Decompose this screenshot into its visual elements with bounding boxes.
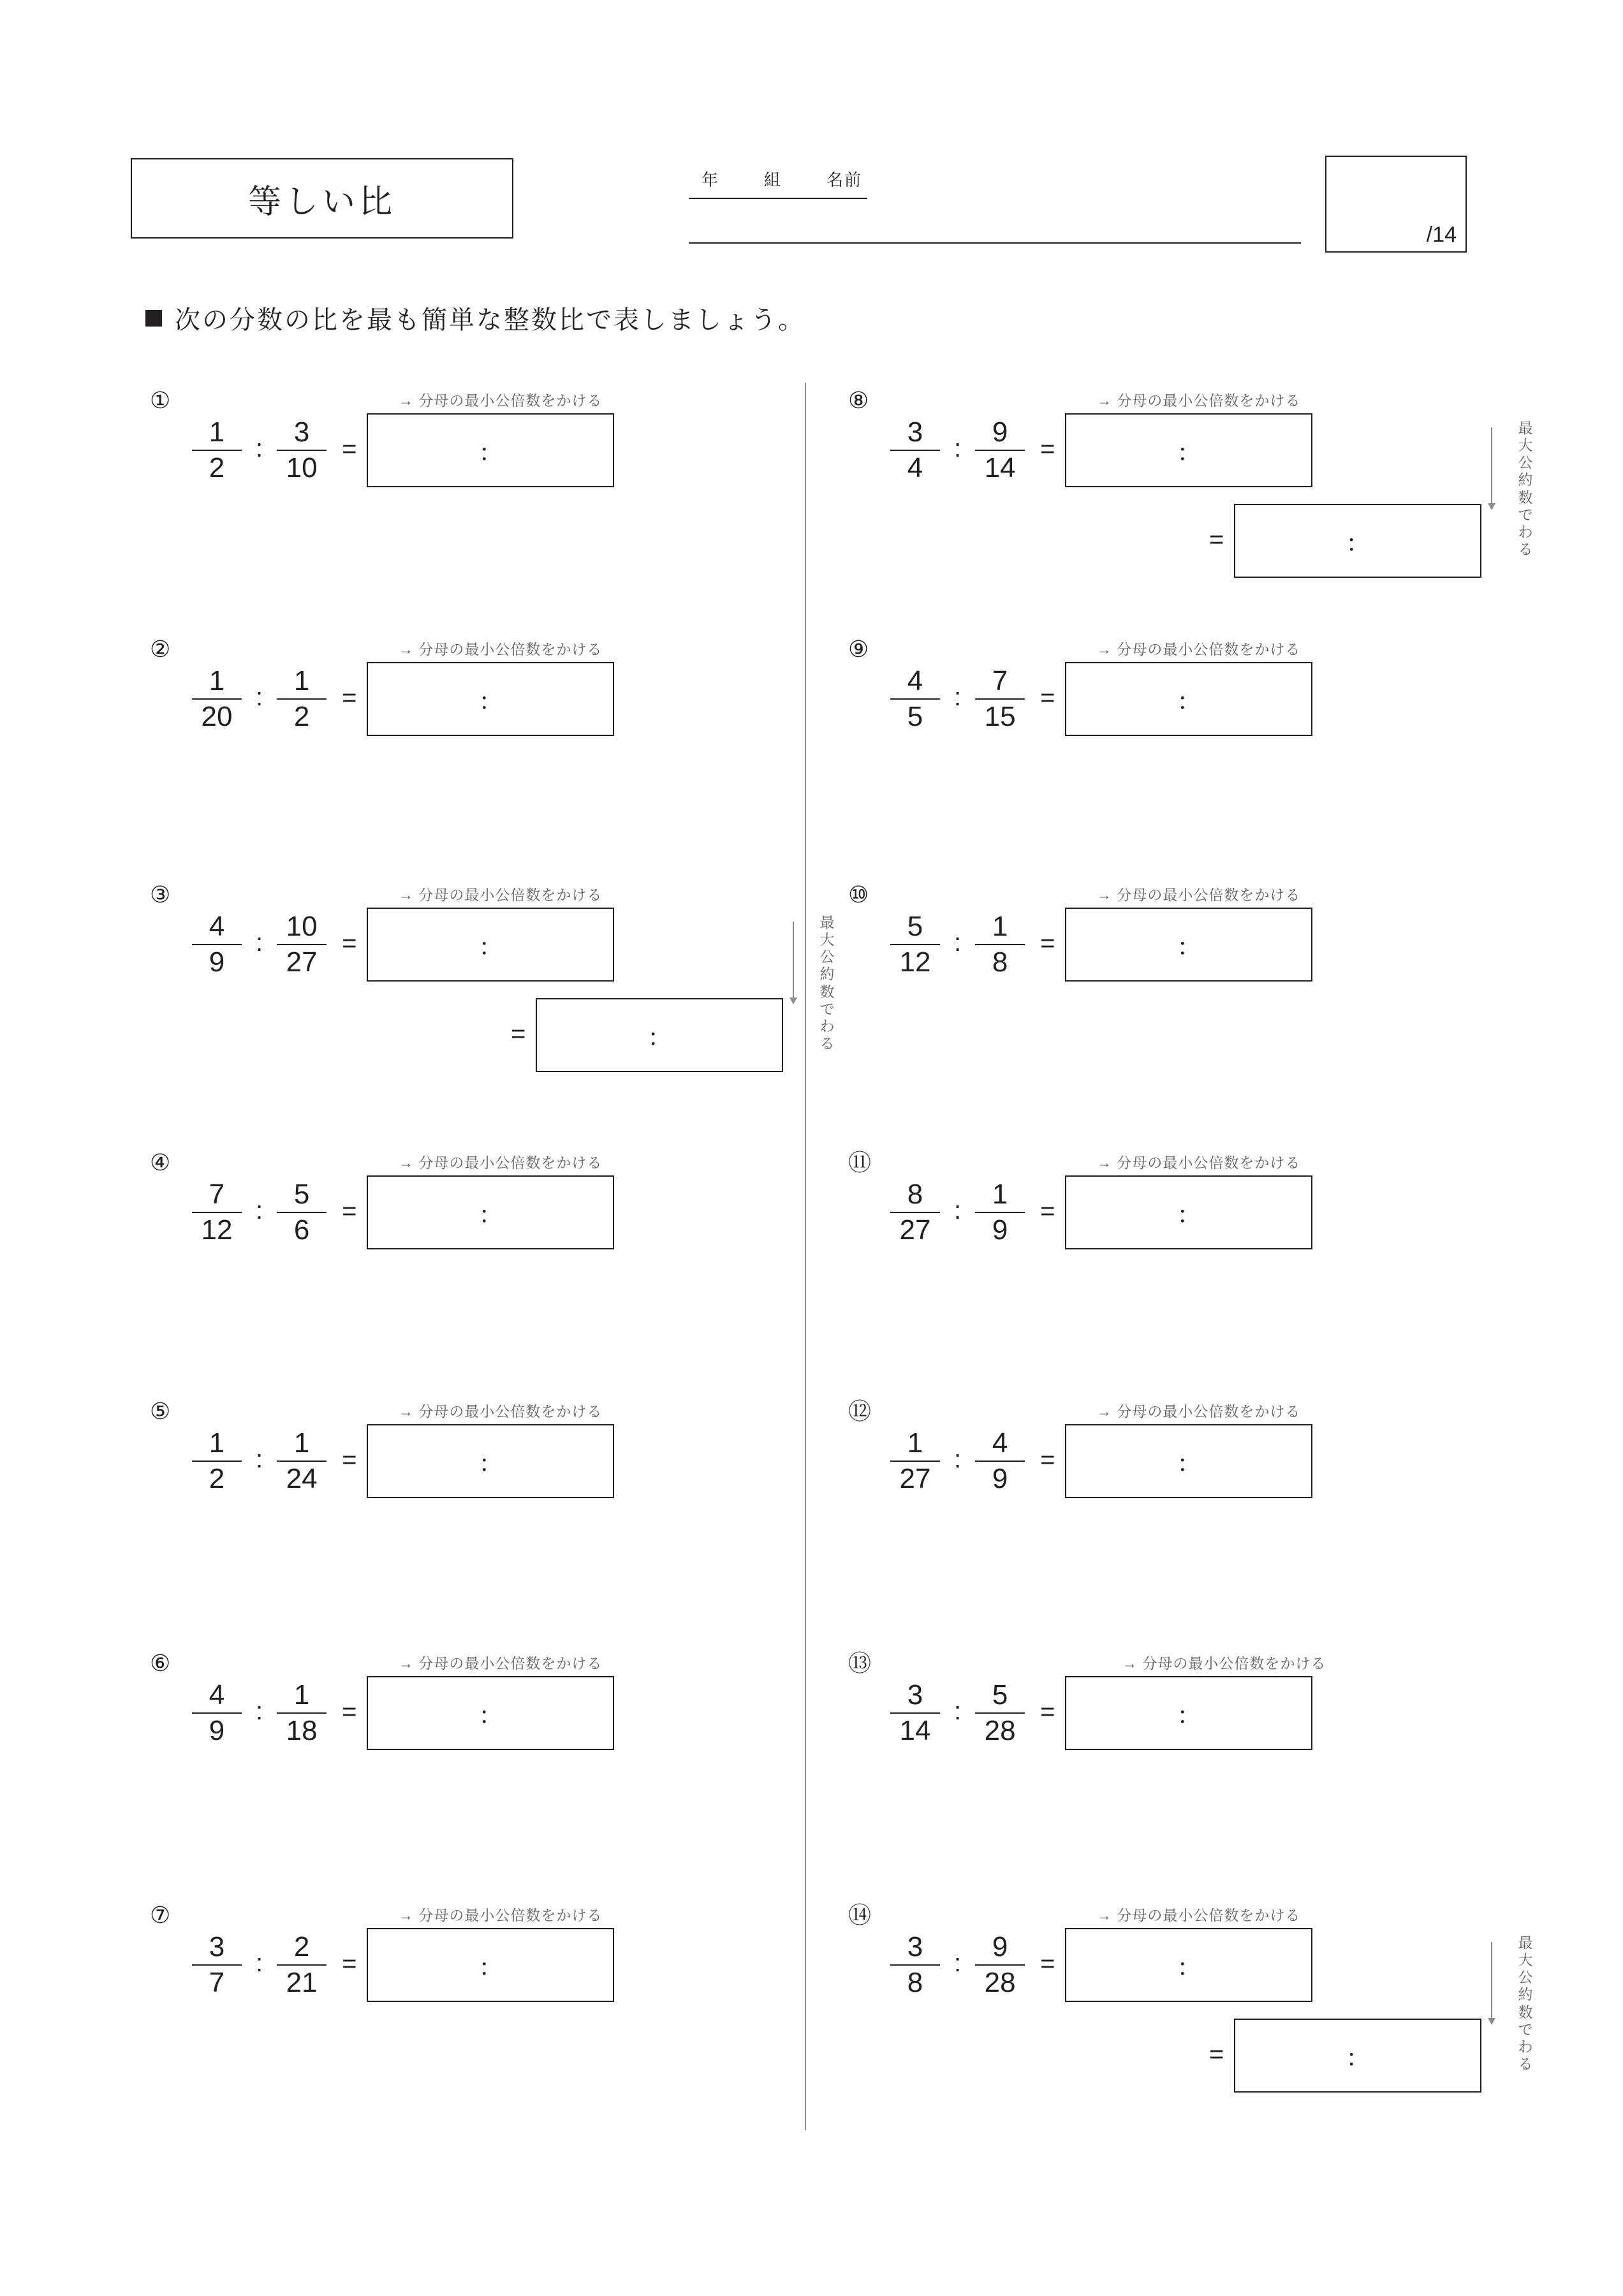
denominator: 9	[209, 1715, 225, 1746]
problem-number: ⑭	[848, 1902, 872, 1928]
answer-colon: ：	[478, 688, 503, 716]
equals-sign: =	[342, 434, 357, 463]
answer-colon: ：	[1177, 1954, 1201, 1982]
equals-sign-2: =	[1209, 525, 1224, 554]
equals-sign-2: =	[511, 1019, 526, 1048]
equals-sign: =	[342, 1697, 357, 1726]
equals-sign: =	[342, 1196, 357, 1225]
problem-number: ⑥	[150, 1650, 171, 1676]
problem-number: ⑫	[848, 1398, 872, 1424]
denominator: 14	[984, 452, 1016, 483]
answer-colon: ：	[478, 1954, 503, 1982]
hint-text: → 分母の最小公倍数をかける	[1097, 1907, 1301, 1924]
fraction-b	[975, 1179, 1025, 1245]
numerator: 4	[992, 1427, 1008, 1459]
ratio-colon: :	[256, 1196, 263, 1225]
problem-number: ⑪	[848, 1149, 872, 1175]
denominator: 9	[992, 1214, 1008, 1246]
answer-box[interactable]	[367, 1424, 614, 1498]
expression-row	[890, 1674, 1312, 1753]
answer-box[interactable]	[367, 1676, 614, 1750]
problem-number: ⑩	[848, 881, 869, 908]
fraction-b	[277, 1428, 327, 1494]
denominator: 27	[899, 1463, 931, 1494]
numerator: 1	[209, 416, 225, 448]
expression-row	[192, 659, 614, 739]
numerator: 5	[907, 911, 923, 943]
denominator: 9	[209, 946, 225, 978]
fraction-a	[192, 1932, 242, 1998]
expression-row	[192, 411, 614, 490]
expression-row	[890, 905, 1312, 984]
answer-box[interactable]	[1065, 1676, 1312, 1750]
equals-sign: =	[1040, 683, 1055, 712]
ratio-colon: :	[954, 928, 962, 957]
score-box	[1325, 156, 1467, 253]
answer-box-simplified[interactable]	[536, 998, 783, 1072]
instruction-line	[145, 300, 805, 336]
hint-text: → 分母の最小公倍数をかける	[399, 1907, 603, 1924]
fraction-b	[277, 911, 327, 977]
expression-row	[890, 659, 1312, 739]
equals-sign: =	[1040, 929, 1055, 957]
numerator: 7	[992, 665, 1008, 697]
answer-box[interactable]	[1065, 413, 1312, 487]
hint-text: → 分母の最小公倍数をかける	[1097, 1154, 1301, 1171]
denominator: 20	[201, 701, 233, 732]
fraction-a	[890, 1680, 940, 1746]
answer-colon: ：	[478, 934, 503, 961]
numerator: 1	[907, 1427, 923, 1459]
numerator: 1	[992, 1179, 1008, 1211]
denominator: 18	[286, 1715, 318, 1746]
problem-number: ⑬	[848, 1650, 872, 1676]
denominator: 14	[899, 1715, 931, 1746]
answer-colon: ：	[478, 1450, 503, 1478]
name-rule	[689, 242, 1301, 244]
denominator: 2	[209, 1463, 225, 1494]
denominator: 10	[286, 452, 318, 483]
page-title: 等しい比	[247, 183, 396, 221]
numerator: 1	[293, 665, 310, 697]
ratio-colon: :	[954, 682, 962, 711]
problem-number: ⑦	[150, 1902, 171, 1928]
numerator: 3	[907, 416, 923, 448]
numerator: 2	[293, 1931, 310, 1963]
denominator: 7	[209, 1967, 225, 1998]
hint-text: → 分母の最小公倍数をかける	[1097, 641, 1301, 658]
numerator: 7	[209, 1179, 225, 1211]
hint-text: → 分母の最小公倍数をかける	[1097, 887, 1301, 903]
hint-text: → 分母の最小公倍数をかける	[399, 1403, 603, 1420]
answer-colon: ：	[1346, 530, 1370, 557]
label-class: 組	[764, 170, 782, 189]
numerator: 1	[992, 911, 1008, 943]
fraction-a	[192, 666, 242, 732]
equals-sign: =	[342, 1949, 357, 1978]
numerator: 1	[209, 1427, 225, 1459]
score-total: /14	[1426, 223, 1457, 247]
denominator: 24	[286, 1463, 318, 1494]
fraction-a	[192, 1179, 242, 1245]
answer-colon: ：	[478, 1202, 503, 1229]
ratio-colon: :	[256, 682, 263, 711]
fraction-b	[277, 666, 327, 732]
answer-colon: ：	[1177, 439, 1201, 467]
problem-number: ③	[150, 881, 171, 908]
simplify-note: 最大公約数でわる	[1518, 420, 1533, 557]
hint-text: → 分母の最小公倍数をかける	[1097, 1403, 1301, 1420]
ratio-colon: :	[256, 434, 263, 462]
ratio-colon: :	[954, 1948, 962, 1977]
down-arrow-icon	[1491, 427, 1492, 504]
ratio-colon: :	[954, 1445, 962, 1473]
label-name: 名前	[826, 170, 863, 189]
denominator: 21	[286, 1967, 318, 1998]
problem-number: ②	[150, 636, 171, 662]
fraction-b	[975, 666, 1025, 732]
denominator: 4	[907, 452, 923, 483]
denominator: 28	[984, 1967, 1016, 1998]
expression-row	[890, 1173, 1312, 1252]
answer-box[interactable]	[367, 662, 614, 736]
problem-number: ①	[150, 387, 171, 413]
numerator: 5	[293, 1179, 310, 1211]
hint-text: → 分母の最小公倍数をかける	[399, 641, 603, 658]
numerator: 9	[992, 416, 1008, 448]
fraction-b	[277, 417, 327, 483]
fraction-b	[975, 911, 1025, 977]
ratio-colon: :	[954, 1696, 962, 1725]
down-arrow-icon	[793, 922, 794, 998]
expression-row	[192, 1173, 614, 1252]
fraction-b	[277, 1680, 327, 1746]
fraction-b	[975, 417, 1025, 483]
denominator: 12	[201, 1214, 233, 1246]
numerator: 1	[209, 665, 225, 697]
hint-text: → 分母の最小公倍数をかける	[1097, 392, 1301, 409]
hint-text: → 分母の最小公倍数をかける	[399, 1655, 603, 1672]
answer-box[interactable]	[1065, 1175, 1312, 1249]
answer-box[interactable]	[367, 908, 614, 982]
equals-sign: =	[1040, 1196, 1055, 1225]
numerator: 4	[209, 1679, 225, 1711]
answer-box[interactable]	[1065, 1424, 1312, 1498]
denominator: 6	[293, 1214, 310, 1246]
simplify-note: 最大公約数でわる	[819, 914, 835, 1052]
ratio-colon: :	[256, 1445, 263, 1473]
denominator: 15	[984, 701, 1016, 732]
denominator: 8	[992, 946, 1008, 978]
fraction-a	[192, 417, 242, 483]
numerator: 1	[293, 1427, 310, 1459]
answer-box-simplified[interactable]	[1234, 504, 1481, 578]
fraction-b	[277, 1179, 327, 1245]
year-class-rule	[689, 198, 867, 199]
denominator: 5	[907, 701, 923, 732]
column-divider	[805, 383, 806, 2130]
fraction-b	[975, 1428, 1025, 1494]
equals-sign: =	[1040, 1949, 1055, 1978]
instruction-text: 次の分数の比を最も簡単な整数比で表しましょう。	[175, 306, 805, 334]
numerator: 3	[907, 1931, 923, 1963]
hint-text: → 分母の最小公倍数をかける	[399, 392, 603, 409]
expression-row	[192, 1422, 614, 1501]
student-info-labels	[689, 167, 957, 191]
ratio-colon: :	[256, 1696, 263, 1725]
ratio-colon: :	[256, 928, 263, 957]
denominator: 2	[209, 452, 225, 483]
ratio-colon: :	[256, 1948, 263, 1977]
equals-sign: =	[1040, 434, 1055, 463]
numerator: 3	[293, 416, 310, 448]
fraction-a	[890, 1179, 940, 1245]
fraction-b	[975, 1680, 1025, 1746]
answer-colon: ：	[478, 439, 503, 467]
expression-row	[192, 905, 614, 984]
fraction-a	[890, 1932, 940, 1998]
worksheet-title-box	[131, 158, 513, 239]
problem-number: ④	[150, 1149, 171, 1175]
expression-row	[192, 1925, 614, 2005]
denominator: 12	[899, 946, 931, 978]
expression-row	[890, 1925, 1312, 2005]
answer-colon: ：	[478, 1702, 503, 1730]
answer-box[interactable]	[1065, 908, 1312, 982]
bullet-square-icon	[145, 310, 162, 327]
denominator: 27	[899, 1214, 931, 1246]
problem-number: ⑨	[848, 636, 869, 662]
hint-text: → 分母の最小公倍数をかける	[399, 1154, 603, 1171]
answer-colon: ：	[1177, 1702, 1201, 1730]
hint-text: → 分母の最小公倍数をかける	[1122, 1655, 1326, 1672]
answer-box[interactable]	[1065, 1928, 1312, 2002]
numerator: 5	[992, 1679, 1008, 1711]
answer-box[interactable]	[367, 1928, 614, 2002]
numerator: 4	[907, 665, 923, 697]
problem-number: ⑧	[848, 387, 869, 413]
denominator: 28	[984, 1715, 1016, 1746]
answer-box-simplified[interactable]	[1234, 2019, 1481, 2093]
denominator: 2	[293, 701, 310, 732]
ratio-colon: :	[954, 1196, 962, 1225]
answer-colon: ：	[647, 1024, 672, 1052]
second-step-row	[511, 998, 783, 1072]
numerator: 10	[286, 911, 318, 943]
fraction-a	[890, 911, 940, 977]
equals-sign: =	[342, 1445, 357, 1474]
answer-colon: ：	[1177, 1450, 1201, 1478]
equals-sign: =	[1040, 1445, 1055, 1474]
fraction-a	[890, 666, 940, 732]
fraction-b	[975, 1932, 1025, 1998]
fraction-a	[890, 1428, 940, 1494]
answer-box[interactable]	[367, 413, 614, 487]
answer-box[interactable]	[367, 1175, 614, 1249]
expression-row	[890, 411, 1312, 490]
answer-box[interactable]	[1065, 662, 1312, 736]
equals-sign: =	[1040, 1697, 1055, 1726]
answer-colon: ：	[1346, 2045, 1370, 2072]
equals-sign: =	[342, 683, 357, 712]
answer-colon: ：	[1177, 934, 1201, 961]
answer-colon: ：	[1177, 688, 1201, 716]
equals-sign-2: =	[1209, 2040, 1224, 2068]
fraction-a	[890, 417, 940, 483]
down-arrow-icon	[1491, 1942, 1492, 2019]
fraction-a	[192, 911, 242, 977]
expression-row	[890, 1422, 1312, 1501]
equals-sign: =	[342, 929, 357, 957]
expression-row	[192, 1674, 614, 1753]
numerator: 4	[209, 911, 225, 943]
numerator: 3	[907, 1679, 923, 1711]
ratio-colon: :	[954, 434, 962, 462]
simplify-note: 最大公約数でわる	[1518, 1934, 1533, 2072]
hint-text: → 分母の最小公倍数をかける	[399, 887, 603, 903]
second-step-row	[1209, 2019, 1481, 2093]
fraction-a	[192, 1680, 242, 1746]
fraction-b	[277, 1932, 327, 1998]
numerator: 3	[209, 1931, 225, 1963]
denominator: 8	[907, 1967, 923, 1998]
numerator: 9	[992, 1931, 1008, 1963]
numerator: 1	[293, 1679, 310, 1711]
numerator: 8	[907, 1179, 923, 1211]
second-step-row	[1209, 504, 1481, 578]
answer-colon: ：	[1177, 1202, 1201, 1229]
label-year: 年	[701, 170, 720, 189]
fraction-a	[192, 1428, 242, 1494]
problem-number: ⑤	[150, 1398, 171, 1424]
denominator: 9	[992, 1463, 1008, 1494]
denominator: 27	[286, 946, 318, 978]
student-info-area	[689, 161, 1301, 244]
